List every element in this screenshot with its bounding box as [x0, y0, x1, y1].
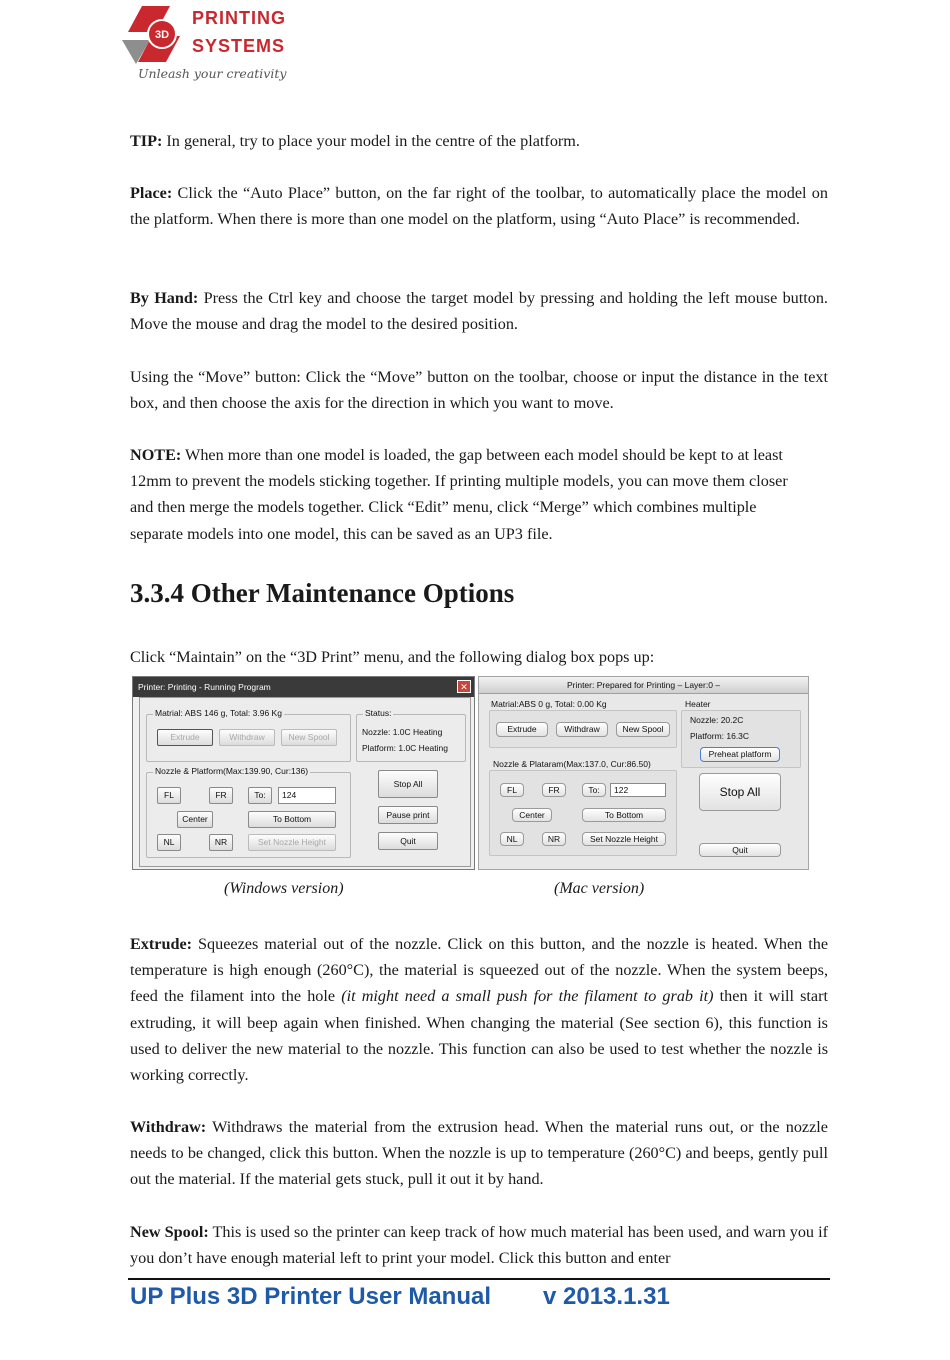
- new-spool-label: New Spool:: [130, 1223, 209, 1241]
- pause-print-button[interactable]: Pause print: [378, 806, 438, 824]
- fr-button[interactable]: FR: [209, 787, 233, 804]
- company-logo: [120, 2, 290, 88]
- windows-title: Printer: Printing - Running Program: [138, 682, 271, 692]
- quit-button[interactable]: Quit: [378, 832, 438, 850]
- intro-paragraph: Click “Maintain” on the “3D Print” menu, and the following dialog box pops up:: [130, 648, 655, 666]
- mac-fl-button[interactable]: FL: [500, 783, 524, 797]
- mac-heater-label: Heater: [685, 699, 711, 709]
- mac-quit-button[interactable]: Quit: [699, 843, 781, 857]
- logo-tagline: Unleash your creativity: [138, 66, 287, 81]
- place-text: Click the “Auto Place” button, on the far right of the toolbar, to automatically place the model on the platform. When there is more than one model on the platform, using “Auto Place” is recommended.: [130, 184, 828, 229]
- new-spool-text: This is used so the printer can keep track of how much material has been used, and warn you if you don’t have enough material left to print your model. Click this button and enter: [130, 1223, 828, 1268]
- mac-nl-button[interactable]: NL: [500, 832, 524, 846]
- windows-nozzle-group: [146, 766, 351, 858]
- note-label: NOTE:: [130, 446, 182, 464]
- center-button[interactable]: Center: [177, 811, 213, 828]
- new-spool-button[interactable]: New Spool: [281, 729, 337, 746]
- mac-heater-group: [681, 710, 801, 768]
- extrude-text-2: then it will start extruding, it will beep again when finished. When changing the material (See section 6), this function is used to deliver the new material to the nozzle. This function can also be used to test whether the nozzle is working correctly.: [130, 987, 828, 1085]
- tip-paragraph: [130, 128, 828, 154]
- mac-material-group: [489, 710, 677, 748]
- mac-to-button[interactable]: To:: [582, 783, 606, 797]
- withdraw-label: Withdraw:: [130, 1118, 207, 1136]
- footer-divider: [128, 1278, 830, 1280]
- stop-all-button[interactable]: Stop All: [378, 770, 438, 798]
- footer-version: v 2013.1.31: [543, 1283, 670, 1310]
- to-height-input[interactable]: 124: [278, 787, 336, 804]
- place-label: Place:: [130, 184, 173, 202]
- extrude-paragraph: [130, 931, 828, 1088]
- mac-nozzle-group: [489, 770, 677, 856]
- mac-stop-all-button[interactable]: Stop All: [699, 773, 781, 811]
- windows-material-group: [146, 708, 351, 762]
- withdraw-button[interactable]: Withdraw: [219, 729, 275, 746]
- mac-nozzle-temp: Nozzle: 20.2C: [690, 715, 744, 725]
- set-nozzle-height-button[interactable]: Set Nozzle Height: [248, 834, 336, 851]
- withdraw-text: Withdraws the material from the extrusion head. When the material runs out, or the nozzle needs to be changed, click this button. When the nozzle is up to temperature (260°C) and beeps, gently pull out the material. If the material gets stuck, pull it out it by hand.: [130, 1118, 828, 1189]
- footer-title: UP Plus 3D Printer User Manual: [130, 1283, 492, 1310]
- extrude-button[interactable]: Extrude: [157, 729, 213, 746]
- logo-word-systems: SYSTEMS: [192, 36, 286, 56]
- mac-nozzle-group-label: Nozzle & Plataram(Max:137.0, Cur:86.50): [493, 759, 651, 769]
- tip-label: TIP:: [130, 132, 163, 150]
- mac-extrude-button[interactable]: Extrude: [496, 722, 548, 737]
- mac-material-label: Matrial:ABS 0 g, Total: 0.00 Kg: [491, 699, 607, 709]
- extrude-label: Extrude:: [130, 935, 193, 953]
- windows-status-label: Status:: [365, 708, 392, 718]
- withdraw-paragraph: [130, 1114, 828, 1193]
- extrude-text-italic: (it might need a small push for the filament to grab it): [341, 987, 714, 1006]
- windows-maintain-dialog: [132, 676, 475, 870]
- place-paragraph: [130, 180, 828, 232]
- new-spool-paragraph: [130, 1219, 828, 1271]
- mac-withdraw-button[interactable]: Withdraw: [556, 722, 608, 737]
- close-icon[interactable]: ✕: [457, 680, 471, 693]
- logo-badge-text: 3D: [154, 29, 170, 41]
- fl-button[interactable]: FL: [157, 787, 181, 804]
- windows-material-label: Matrial: ABS 146 g, Total: 3.96 Kg: [155, 708, 282, 718]
- windows-dialog-body: [139, 697, 471, 867]
- mac-nr-button[interactable]: NR: [542, 832, 566, 846]
- mac-to-height-input[interactable]: 122: [610, 783, 666, 797]
- move-paragraph: Using the “Move” button: Click the “Move” button on the toolbar, choose or input the distance in the text box, and then choose the axis for the direction in which you want to move.: [130, 368, 828, 413]
- mac-center-button[interactable]: Center: [512, 808, 552, 822]
- by-hand-text: Press the Ctrl key and choose the target model by pressing and holding the left mouse button. Move the mouse and drag the model to the desired position.: [130, 289, 828, 334]
- mac-platform-temp: Platform: 16.3C: [690, 731, 750, 741]
- mac-caption: (Mac version): [554, 880, 645, 897]
- windows-nozzle-group-label: Nozzle & Platform(Max:139.90, Cur:136): [155, 766, 309, 776]
- windows-caption: (Windows version): [224, 880, 344, 897]
- logo-cube-icon: [120, 4, 190, 66]
- windows-status-group: [356, 708, 466, 762]
- by-hand-label: By Hand:: [130, 289, 199, 307]
- nr-button[interactable]: NR: [209, 834, 233, 851]
- note-text: When more than one model is loaded, the gap between each model should be kept to at least 12mm to prevent the models sticking together. If printing multiple models, you can move them closer and then merge the models together. Click “Edit” menu, click “Merge” which combines multiple separate models into one model, this can be saved as an UP3 file.: [130, 446, 788, 543]
- mac-title-bar: Printer: Prepared for Printing – Layer:0 –: [479, 677, 808, 694]
- nl-button[interactable]: NL: [157, 834, 181, 851]
- to-button[interactable]: To:: [248, 787, 272, 804]
- logo-word-printing: PRINTING: [192, 8, 287, 28]
- to-bottom-button[interactable]: To Bottom: [248, 811, 336, 828]
- mac-fr-button[interactable]: FR: [542, 783, 566, 797]
- preheat-platform-button[interactable]: Preheat platform: [700, 747, 780, 762]
- section-heading: 3.3.4 Other Maintenance Options: [130, 578, 515, 608]
- extrude-text-1: Squeezes material out of the nozzle. Click on this button, and the nozzle is heated. When the temperature is high enough (260°C), the material is squeezed out of the nozzle. When the system beeps, feed the filament into the hole: [130, 935, 828, 1006]
- windows-nozzle-status: Nozzle: 1.0C Heating: [362, 727, 443, 737]
- windows-title-bar: [133, 677, 474, 697]
- mac-new-spool-button[interactable]: New Spool: [616, 722, 670, 737]
- tip-text: In general, try to place your model in the centre of the platform.: [162, 132, 580, 150]
- mac-maintain-dialog: [478, 676, 809, 870]
- mac-to-bottom-button[interactable]: To Bottom: [582, 808, 666, 822]
- note-paragraph: [130, 442, 805, 547]
- windows-platform-status: Platform: 1.0C Heating: [362, 743, 448, 753]
- by-hand-paragraph: [130, 285, 828, 337]
- mac-set-nozzle-height-button[interactable]: Set Nozzle Height: [582, 832, 666, 846]
